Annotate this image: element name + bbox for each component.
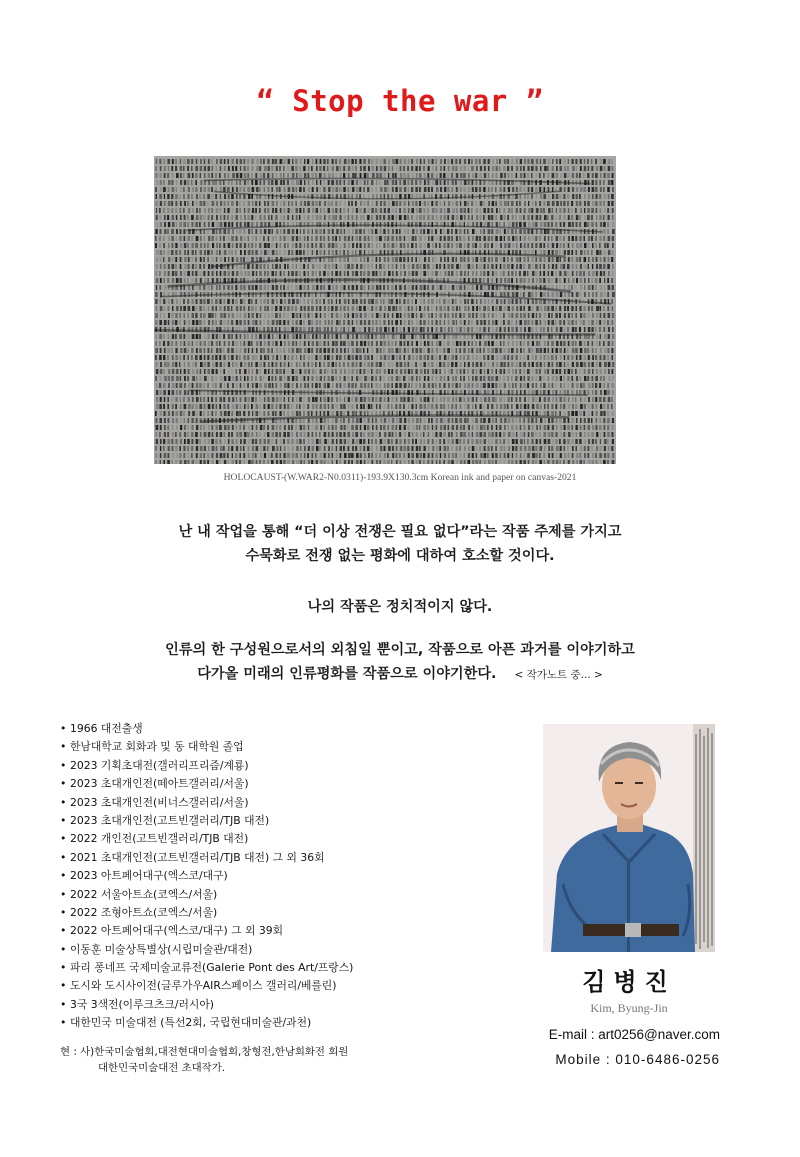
bio-item: • 2023 초대개인전(고트빈갤러리/TJB 대전): [60, 812, 353, 830]
bio-item: • 2022 개인전(고트빈갤러리/TJB 대전): [60, 830, 353, 848]
artwork-image: [154, 156, 616, 464]
bio-item: • 2021 초대개인전(고트빈갤러리/TJB 대전) 그 외 36회: [60, 849, 353, 867]
contact-mobile: Mobile : 010-6486-0256: [555, 1052, 720, 1067]
bio-item: • 도시와 도시사이전(글루가우AIR스페이스 갤러리/베를린): [60, 977, 353, 995]
bio-item: • 이동훈 미술상특별상(시립미술관/대전): [60, 941, 353, 959]
membership-line-2: 대한민국미술대전 초대작가.: [98, 1062, 226, 1074]
statement-line-5-text: 다가올 미래의 인류평화를 작품으로 이야기한다.: [197, 666, 497, 682]
artist-name-korean: 김병진: [582, 968, 676, 996]
membership-line-1: 현 : 사)한국미술협회,대전현대미술협회,창형전,한남회화전 회원: [60, 1046, 349, 1058]
bio-item: • 3국 3색전(이루크츠크/러시아): [60, 996, 353, 1014]
artwork-caption: HOLOCAUST-(W.WAR2-N0.0311)-193.9X130.3cm Korean ink and paper on canvas-2021: [223, 472, 577, 483]
bio-item: • 2023 초대개인전(비너스갤러리/서울): [60, 794, 353, 812]
bio-item: • 2022 조형아트쇼(코엑스/서울): [60, 904, 353, 922]
biography-list: [60, 720, 353, 1033]
contact-email: E-mail : art0256@naver.com: [548, 1027, 720, 1042]
bio-item: • 2023 초대개인전(떼아트갤러리/서울): [60, 775, 353, 793]
bio-item: • 한남대학교 회화과 및 동 대학원 졸업: [60, 738, 353, 756]
statement-line-3: 나의 작품은 정치적이지 않다.: [307, 599, 493, 615]
bio-item: • 2022 아트페어대구(엑스코/대구) 그 외 39회: [60, 922, 353, 940]
bio-item: • 2023 기획초대전(갤러리프리즘/계룡): [60, 757, 353, 775]
statement-line-2: 수묵화로 전쟁 없는 평화에 대하여 호소할 것이다.: [245, 548, 555, 564]
statement-line-1: 난 내 작업을 통해 “더 이상 전쟁은 필요 없다”라는 작품 주제를 가지고: [178, 524, 622, 540]
bio-item: • 2022 서울아트쇼(코엑스/서울): [60, 886, 353, 904]
statement-line-5: [0, 663, 800, 683]
artist-photo: [543, 724, 715, 952]
current-membership: [60, 1044, 348, 1076]
page-title: “ Stop the war ”: [256, 84, 544, 118]
bio-item: • 대한민국 미술대전 (특선2회, 국립현대미술관/과천): [60, 1014, 353, 1032]
bio-item: • 1966 대전출생: [60, 720, 353, 738]
statement-line-4: 인류의 한 구성원으로서의 외침일 뿐이고, 작품으로 아픈 과거를 이야기하고: [165, 642, 635, 658]
bio-item: • 2023 아트페어대구(엑스코/대구): [60, 867, 353, 885]
artist-name-english: Kim, Byung-Jin: [590, 1001, 668, 1015]
bio-item: • 파리 퐁네프 국제미술교류전(Galerie Pont des Art/프랑스): [60, 959, 353, 977]
artist-note-label: < 작가노트 중... >: [514, 669, 603, 681]
